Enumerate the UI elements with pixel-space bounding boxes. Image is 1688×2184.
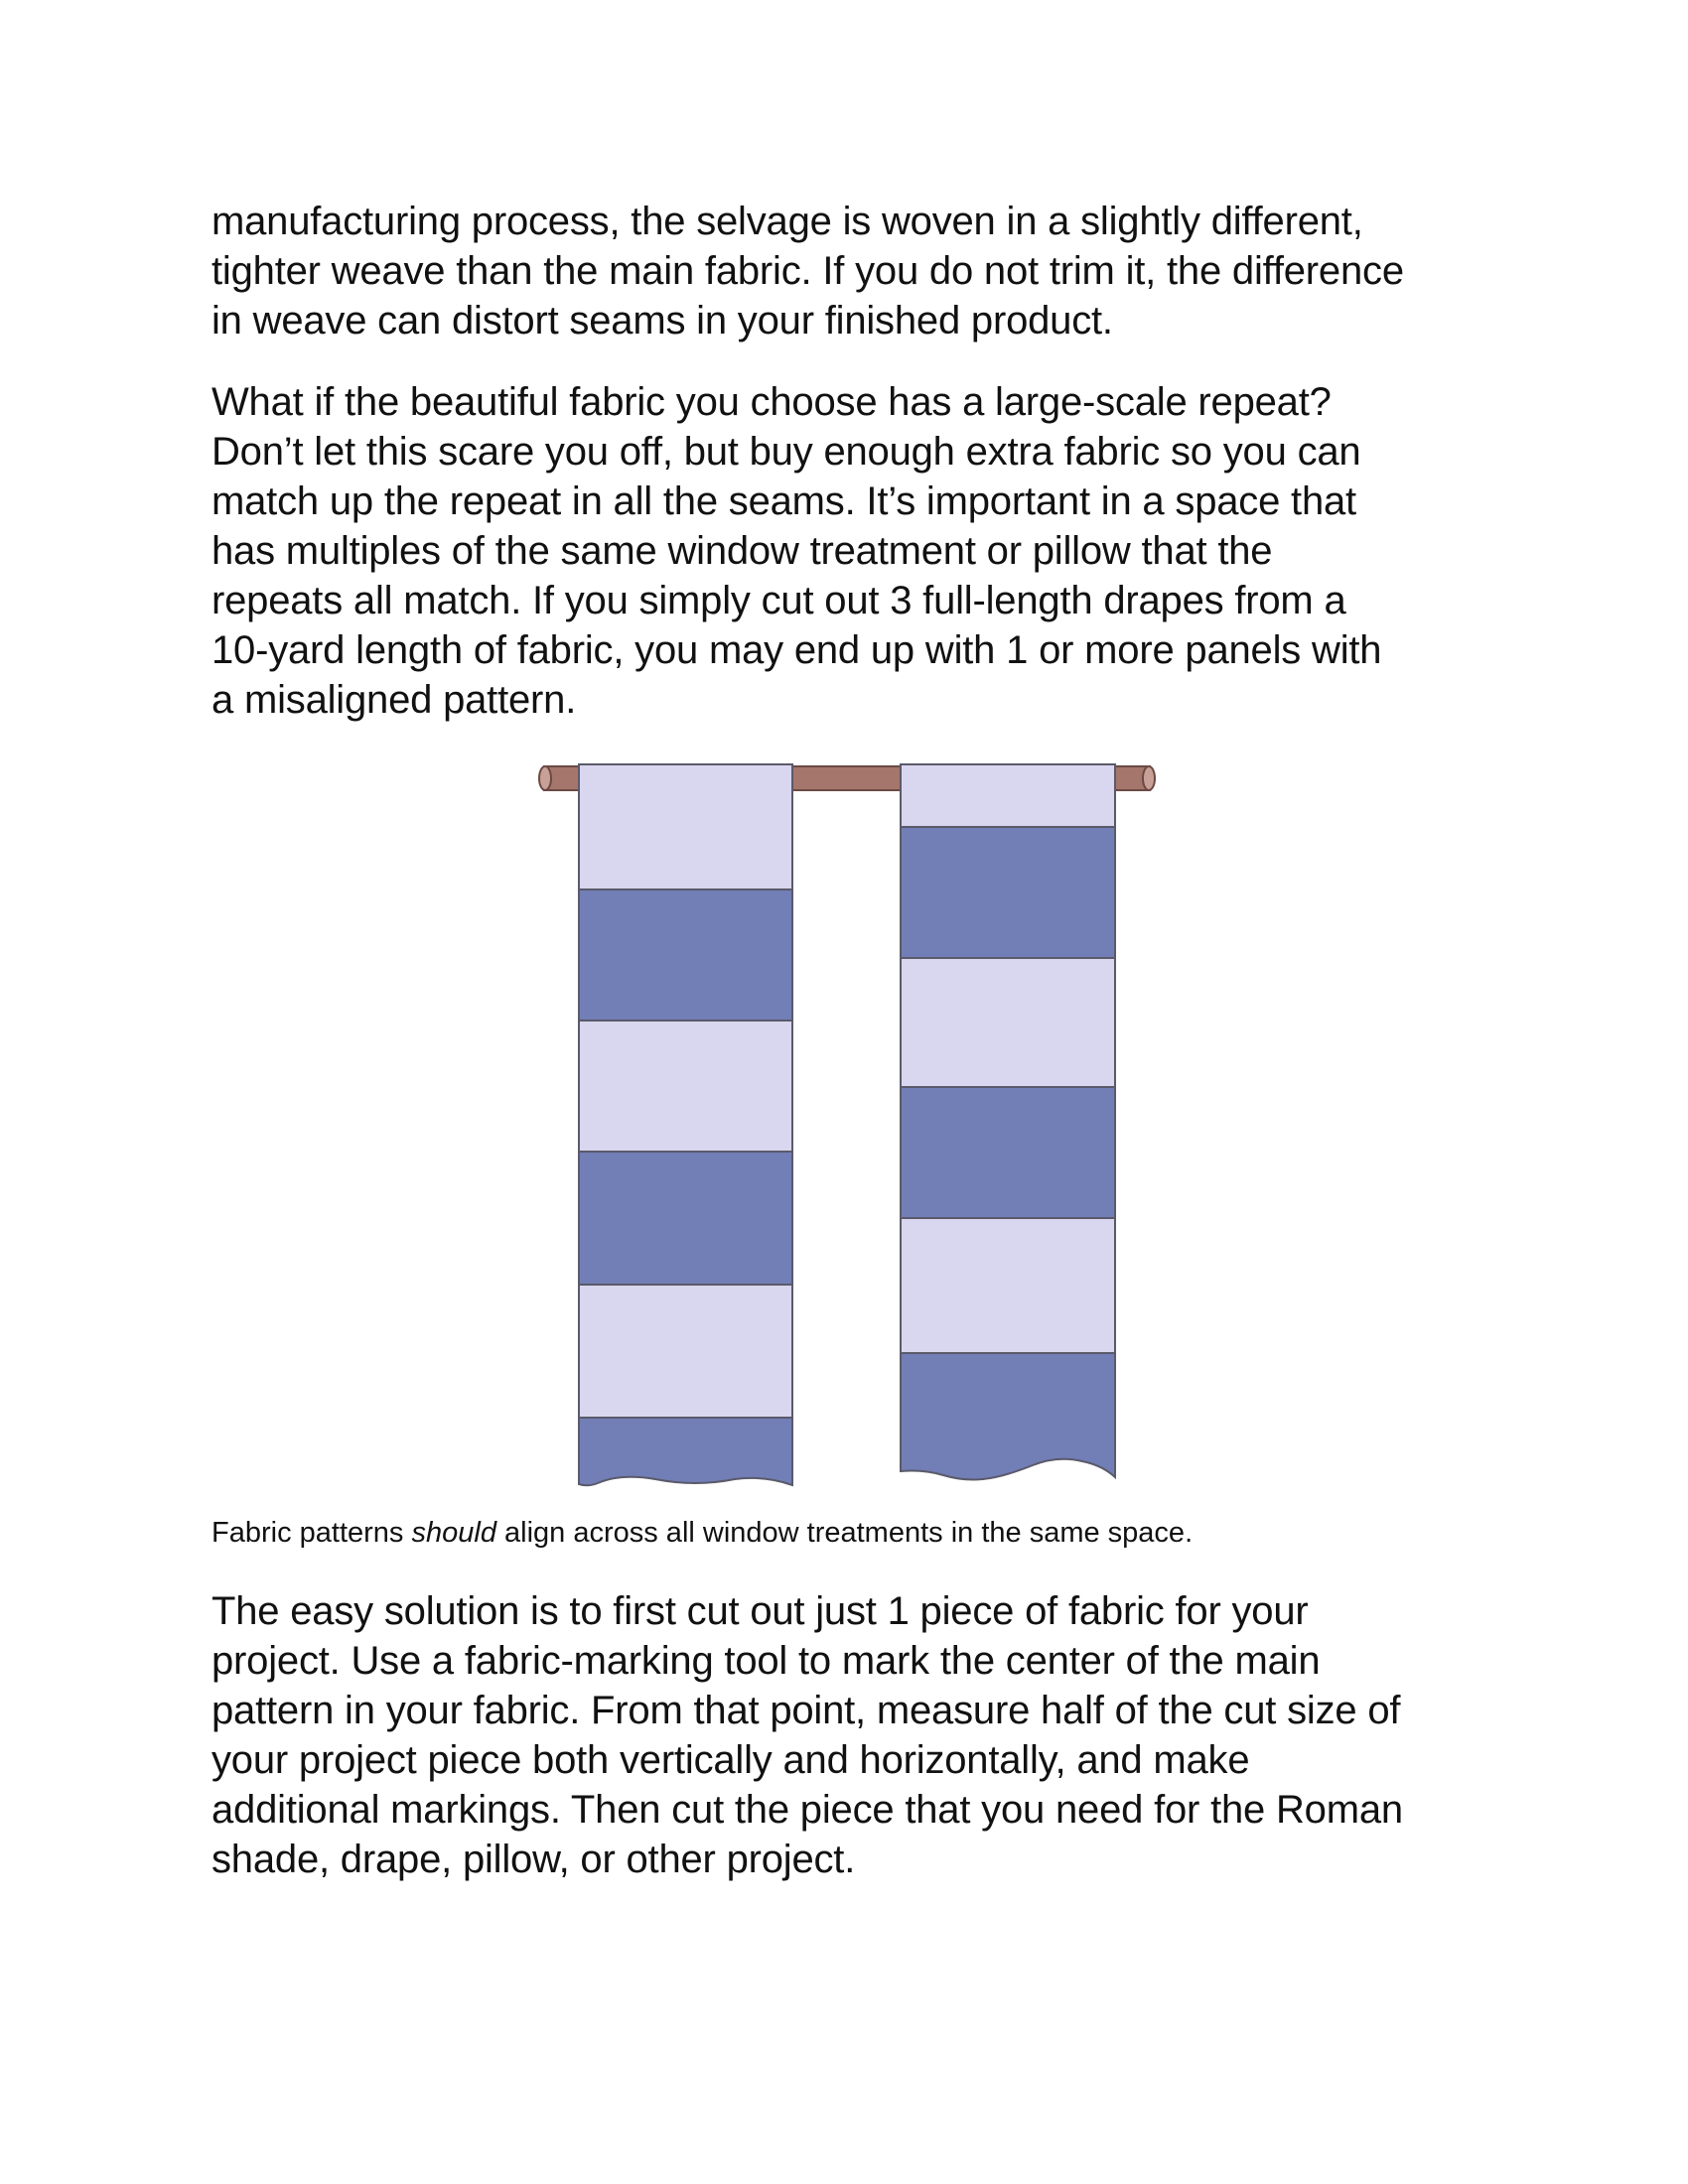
drape-stripe-dark — [901, 827, 1115, 958]
rod-end-right — [1143, 766, 1155, 790]
drape-stripe-dark — [579, 1418, 792, 1485]
drapes-svg — [536, 754, 1162, 1494]
text-line: shade, drape, pillow, or other project. — [211, 1838, 856, 1881]
caption-text: Fabric patterns — [211, 1517, 412, 1549]
drape-stripe-dark — [901, 1353, 1115, 1480]
text-line: has multiples of the same window treatment or pillow that the — [211, 529, 1273, 573]
text-line: pattern in your fabric. From that point, measure half of the cut size of — [211, 1689, 1401, 1732]
drapes-illustration — [536, 754, 1162, 1494]
drape-stripe-light — [579, 764, 792, 889]
text-line: project. Use a fabric-marking tool to mark the center of the main — [211, 1639, 1321, 1683]
drape-stripe-light — [901, 1218, 1115, 1353]
caption-emphasis: should — [411, 1517, 496, 1549]
rod-end-left — [539, 766, 551, 790]
document-page — [211, 197, 1502, 725]
drape-stripe-dark — [901, 1087, 1115, 1218]
drape-stripe-light — [901, 958, 1115, 1087]
figure-caption — [211, 1515, 1193, 1551]
drape-stripe-light — [901, 764, 1115, 827]
text-line: What if the beautiful fabric you choose has a large-scale repeat? — [211, 380, 1332, 424]
text-line: in weave can distort seams in your finished product. — [211, 299, 1113, 342]
caption-text: align across all window treatments in the same space. — [495, 1517, 1194, 1549]
text-line: additional markings. Then cut the piece that you need for the Roman — [211, 1788, 1403, 1832]
drape-stripe-dark — [579, 889, 792, 1021]
drape-stripe-dark — [579, 1152, 792, 1285]
drape-stripe-light — [579, 1021, 792, 1152]
paragraph-solution — [211, 1586, 1502, 1884]
text-line: Don’t let this scare you off, but buy enough extra fabric so you can — [211, 430, 1361, 474]
paragraph-repeat — [211, 377, 1502, 725]
paragraph-selvage — [211, 197, 1502, 345]
text-line: repeats all match. If you simply cut out 3 full-length drapes from a — [211, 579, 1346, 622]
text-line: tighter weave than the main fabric. If you do not trim it, the difference — [211, 249, 1404, 293]
text-line: match up the repeat in all the seams. It’s important in a space that — [211, 479, 1356, 523]
text-line: 10-yard length of fabric, you may end up with 1 or more panels with — [211, 628, 1382, 672]
drape-stripe-light — [579, 1285, 792, 1418]
text-line: a misaligned pattern. — [211, 678, 577, 722]
text-line: your project piece both vertically and horizontally, and make — [211, 1738, 1250, 1782]
drape-left — [579, 764, 792, 1485]
drape-right — [901, 764, 1115, 1480]
text-line: manufacturing process, the selvage is woven in a slightly different, — [211, 200, 1363, 243]
text-line: The easy solution is to first cut out just 1 piece of fabric for your — [211, 1589, 1309, 1633]
